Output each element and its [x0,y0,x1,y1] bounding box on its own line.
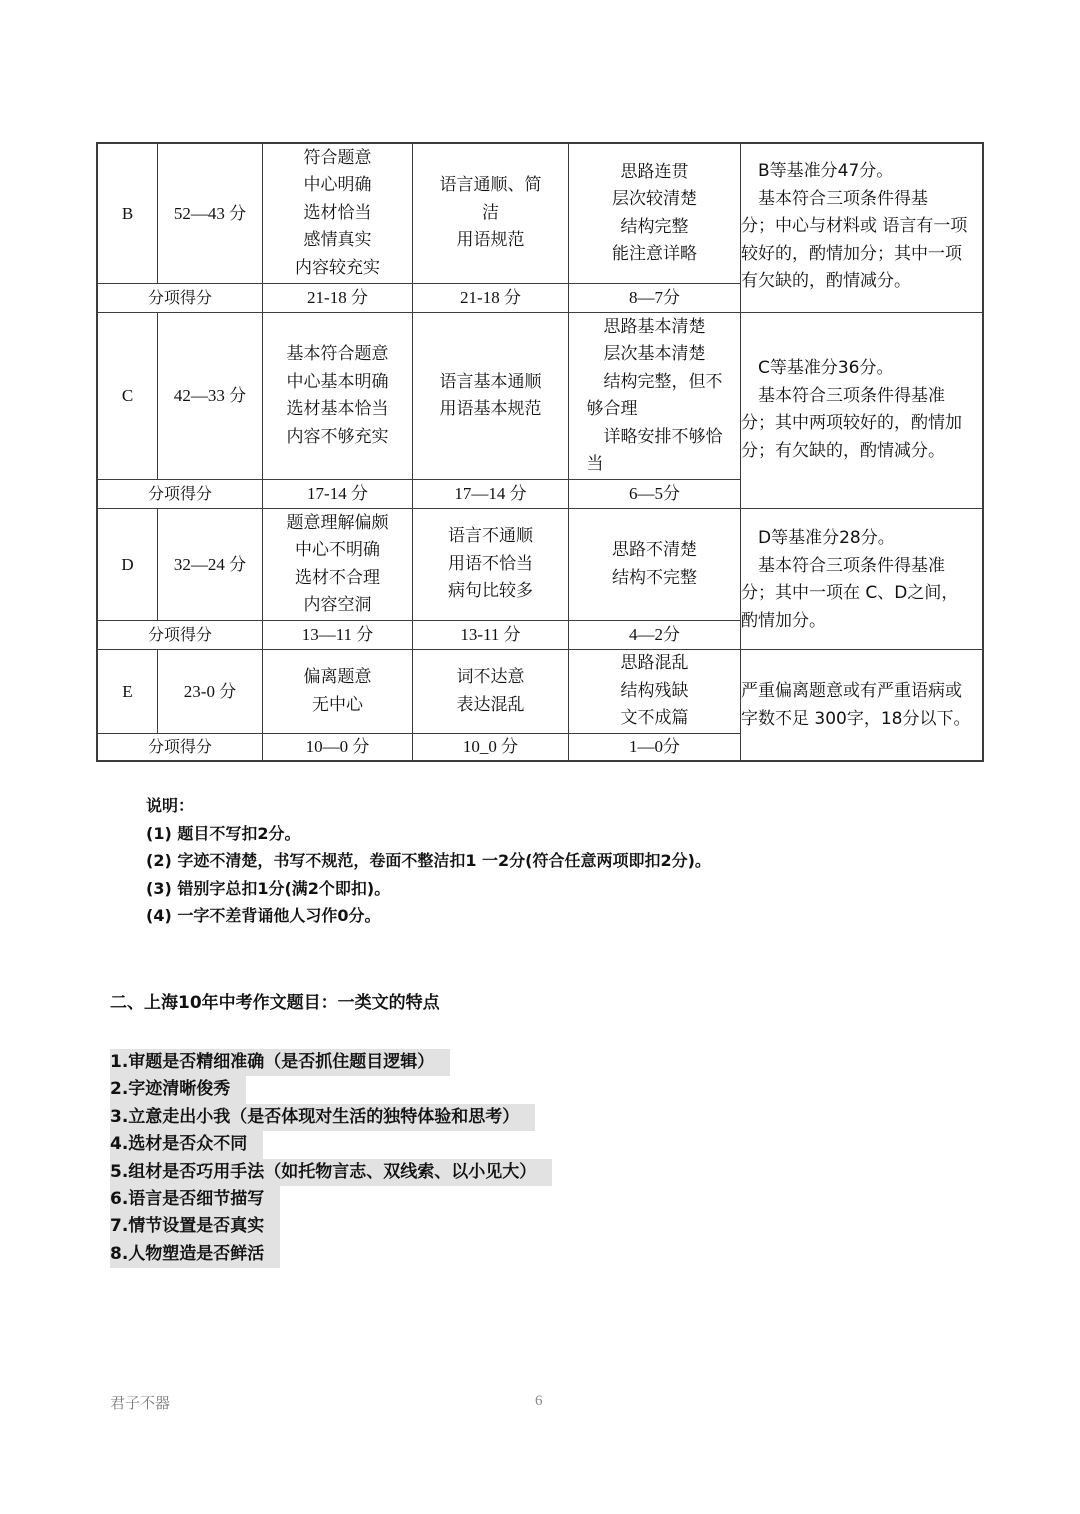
grade-label: D [121,554,134,574]
criteria-text: 思路不清楚 结构不完整 [612,540,697,588]
feature-text: 5.组材是否巧用手法（如托物言志、双线索、以小见大） [110,1159,552,1186]
subscore-value: 10_0 分 [462,737,519,757]
grade-description-e [741,650,984,760]
note-item: (1) 题目不写扣2分。 [146,823,301,843]
score-range: 42—33 分 [173,386,247,406]
language-criteria-e [413,650,569,734]
subscore-label: 分项得分 [147,484,212,504]
subscore-value: 8—7分 [629,288,680,308]
grade-cell-b [98,144,158,284]
list-item [110,1104,552,1131]
language-criteria-b [413,144,569,284]
description-text: C等基准分36分。 基本符合三项条件得基准 分；其中两项较好的，酌情加 分；有欠缺的，酌情减分。 [741,358,962,461]
subscore-label-e [98,734,263,760]
criteria-text: 题意理解偏颇 中心不明确 选材不合理 内容空洞 [286,512,389,615]
structure-criteria-c [569,313,741,480]
content-criteria-c [263,313,413,480]
structure-criteria-b [569,144,741,284]
language-criteria-d [413,509,569,621]
list-item [110,1186,552,1213]
subscore-value: 4—2分 [629,625,680,645]
grade-cell-e [98,650,158,734]
feature-text: 3.立意走出小我（是否体现对生活的独特体验和思考） [110,1104,535,1131]
language-criteria-c [413,313,569,480]
grade-label: E [122,681,133,701]
note-item: (3) 错别字总扣1分(满2个即扣)。 [146,878,391,898]
subscore-content-e [263,734,413,760]
grade-description-c [741,313,984,509]
subscore-value: 21-18 分 [460,288,521,308]
description-text: D等基准分28分。 基本符合三项条件得基准 分；其中一项在 C、D之间， 酌情加分。 [741,528,959,631]
criteria-text: 思路混乱 结构残缺 文不成篇 [620,653,689,729]
subscore-label: 分项得分 [147,625,212,645]
structure-criteria-e [569,650,741,734]
score-range-cell-c [158,313,263,480]
subscore-structure-c [569,480,741,509]
feature-text: 8.人物塑造是否鲜活 [110,1241,280,1268]
content-criteria-b [263,144,413,284]
footer-author: 君子不器 [110,1394,171,1412]
criteria-text: 语言不通顺 用语不恰当 病句比较多 [448,526,533,602]
criteria-text: 思路基本清楚 层次基本清楚 结构完整，但不 够合理 详略安排不够恰 当 [586,316,723,474]
score-range-cell-b [158,144,263,284]
subscore-content-b [263,284,413,313]
criteria-text: 语言通顺、简 洁 用语规范 [439,175,542,251]
criteria-text: 语言基本通顺 用语基本规范 [439,371,542,419]
grade-description-b [741,144,984,313]
description-text: B等基准分47分。 基本符合三项条件得基 分；中心与材料或 语言有一项 较好的，酌情加分；其中一项 有欠缺的，酌情减分。 [741,161,968,291]
subscore-value: 1—0分 [629,737,680,757]
grade-label: B [121,203,134,223]
notes-section [146,792,711,930]
criteria-text: 词不达意 表达混乱 [456,667,525,715]
score-range-cell-e [158,650,263,734]
content-criteria-d [263,509,413,621]
subscore-structure-e [569,734,741,760]
grade-cell-d [98,509,158,621]
grade-label: C [121,386,134,406]
feature-text: 6.语言是否细节描写 [110,1186,280,1213]
criteria-text: 偏离题意 无中心 [303,667,372,715]
subscore-language-b [413,284,569,313]
criteria-text: 思路连贯 层次较清楚 结构完整 能注意详略 [612,161,697,264]
list-item [110,1076,552,1103]
list-item [110,1049,552,1076]
subscore-label-d [98,621,263,650]
subscore-content-d [263,621,413,650]
list-item [110,1241,552,1268]
score-range: 23-0 分 [183,681,237,701]
list-item [110,1213,552,1240]
list-item [110,1131,552,1158]
content-criteria-e [263,650,413,734]
feature-text: 7.情节设置是否真实 [110,1213,280,1240]
score-range: 32—24 分 [173,554,247,574]
features-list [110,1049,552,1268]
grading-table [96,142,984,762]
note-item: (4) 一字不差背诵他人习作0分。 [146,906,381,925]
grade-cell-c [98,313,158,480]
subscore-label: 分项得分 [147,737,212,757]
subscore-label-c [98,480,263,509]
description-text: 严重偏离题意或有严重语病或 字数不足 300字，18分以下。 [741,681,971,729]
subscore-value: 13—11 分 [301,625,374,645]
subscore-value: 21-18 分 [307,288,368,308]
feature-text: 1.审题是否精细准确（是否抓住题目逻辑） [110,1049,450,1076]
score-range-cell-d [158,509,263,621]
subscore-language-c [413,480,569,509]
grade-description-d [741,509,984,650]
score-range: 52—43 分 [173,203,247,223]
subscore-value: 10—0 分 [305,737,370,757]
subscore-label-b [98,284,263,313]
list-item [110,1159,552,1186]
page-number: 6 [535,1393,543,1409]
feature-text: 2.字迹清晰俊秀 [110,1076,246,1103]
section-title: 二、上海10年中考作文题目：一类文的特点 [110,993,440,1013]
subscore-language-d [413,621,569,650]
subscore-structure-d [569,621,741,650]
feature-text: 4.选材是否众不同 [110,1131,263,1158]
subscore-structure-b [569,284,741,313]
note-item: (2) 字迹不清楚，书写不规范，卷面不整洁扣1 一2分(符合任意两项即扣2分)。 [146,851,711,870]
notes-title: 说明： [146,796,195,815]
subscore-value: 6—5分 [629,484,680,504]
subscore-label: 分项得分 [147,288,212,308]
criteria-text: 符合题意 中心明确 选材恰当 感情真实 内容较充实 [295,147,380,278]
subscore-language-e [413,734,569,760]
subscore-content-c [263,480,413,509]
subscore-value: 13-11 分 [460,625,521,645]
structure-criteria-d [569,509,741,621]
subscore-value: 17—14 分 [454,484,527,504]
criteria-text: 基本符合题意 中心基本明确 选材基本恰当 内容不够充实 [286,344,389,447]
subscore-value: 17-14 分 [307,484,368,504]
